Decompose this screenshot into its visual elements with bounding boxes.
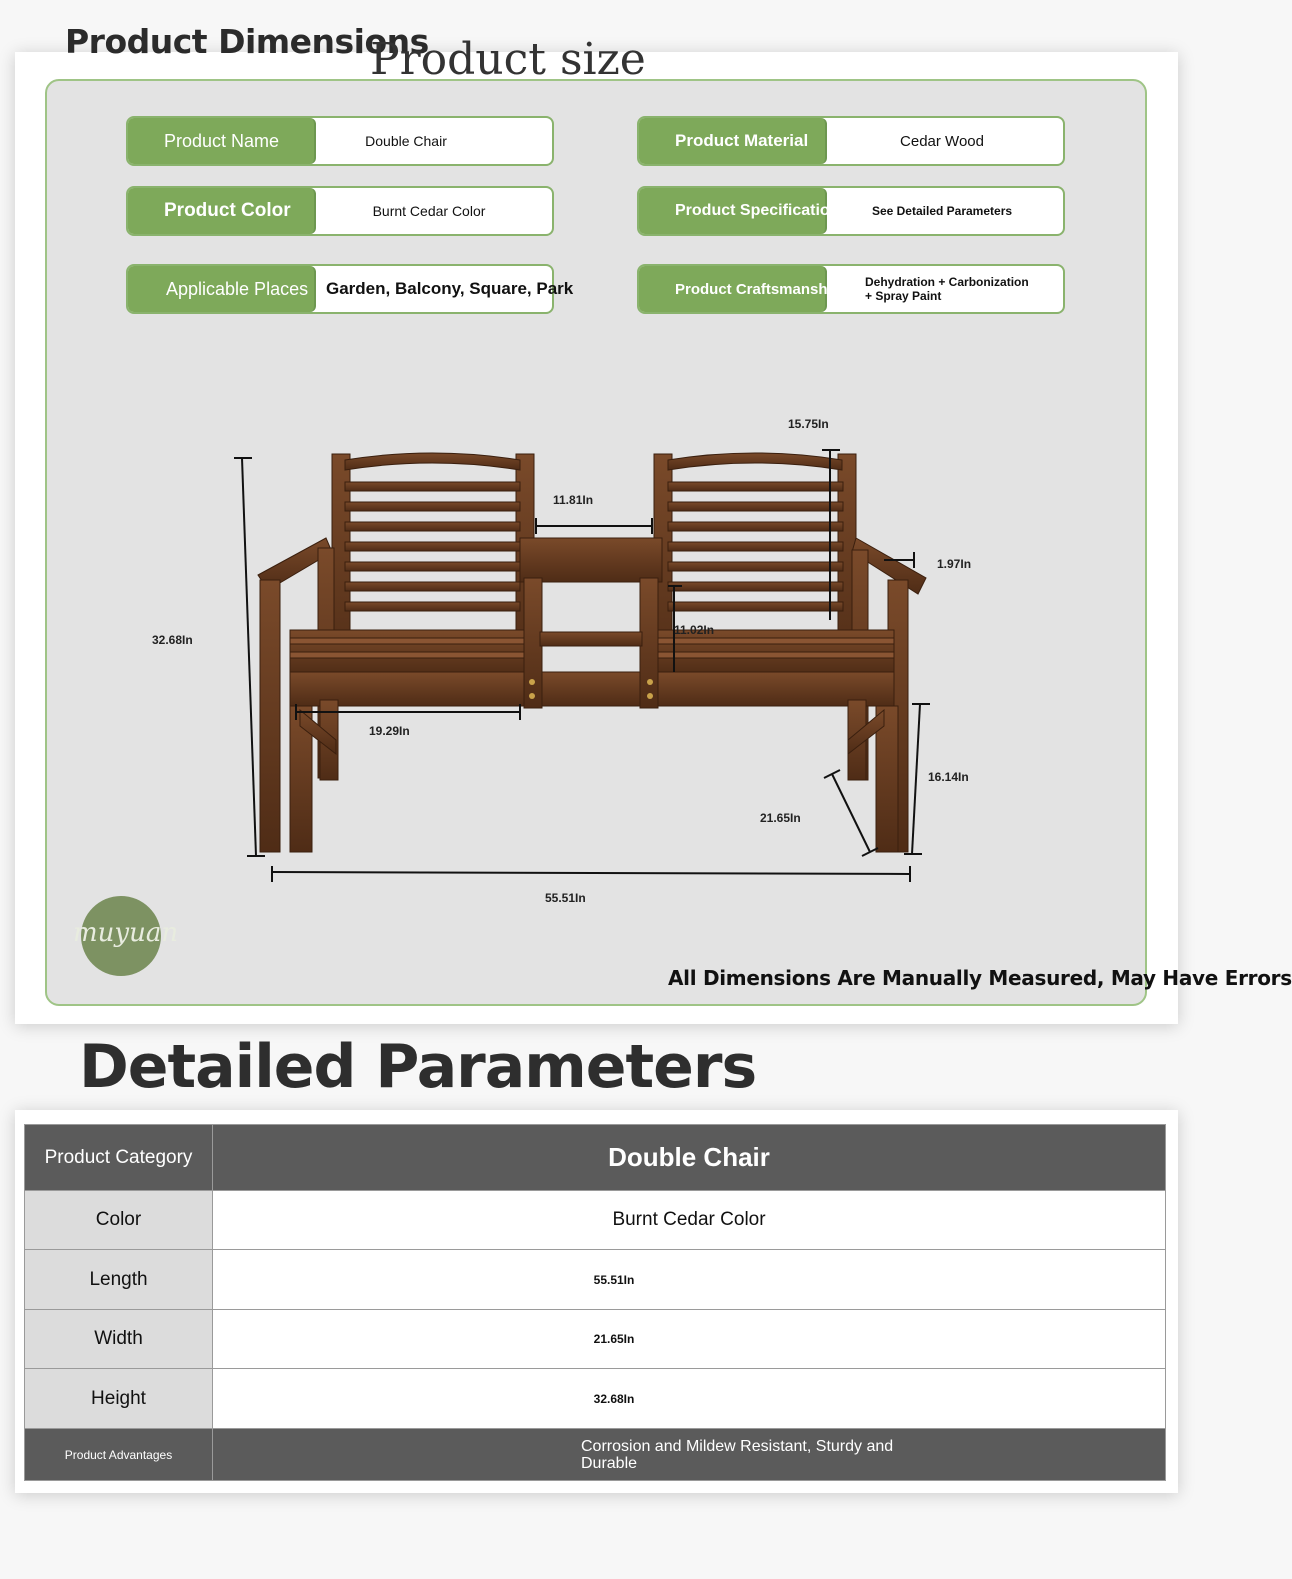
table-row <box>25 1429 1166 1481</box>
dim-table-height: 11.02In <box>674 623 715 637</box>
product-color-label: Product Color <box>128 188 316 234</box>
category-value: Double Chair <box>213 1125 1166 1191</box>
parameters-table <box>24 1124 1166 1481</box>
measurement-disclaimer: All Dimensions Are Manually Measured, May Have Errors <box>668 966 1292 990</box>
product-name-label: Product Name <box>128 118 316 164</box>
product-material-value: Cedar Wood <box>900 132 984 150</box>
param-label: Width <box>25 1310 213 1369</box>
product-name-value: Double Chair <box>365 133 447 149</box>
param-value: 21.65In <box>213 1310 1166 1369</box>
applicable-places-field <box>126 264 574 314</box>
product-craft-value: Dehydration + Carbonization + Spray Paint <box>865 275 1029 303</box>
brand-logo-text: muyuan <box>73 918 179 948</box>
param-value: 32.68In <box>213 1369 1166 1429</box>
param-value: Burnt Cedar Color <box>213 1191 1166 1250</box>
product-dimensions-heading: Product Dimensions <box>65 22 429 61</box>
product-spec-value: See Detailed Parameters <box>871 204 1013 218</box>
dim-table-width: 11.81In <box>553 493 594 507</box>
product-material-label: Product Material <box>639 118 827 164</box>
product-material-field <box>637 116 1065 166</box>
product-color-field <box>126 186 554 236</box>
param-label: Height <box>25 1369 213 1429</box>
table-row <box>25 1310 1166 1369</box>
product-spec-label: Product Specifications <box>639 188 827 234</box>
product-spec-field <box>637 186 1065 236</box>
param-label: Color <box>25 1191 213 1250</box>
dim-back-width: 15.75In <box>788 417 829 431</box>
product-size-heading: Product size <box>370 34 646 85</box>
dim-seat-height: 16.14In <box>928 770 969 784</box>
table-row <box>25 1250 1166 1310</box>
param-label: Length <box>25 1250 213 1310</box>
applicable-places-value: Garden, Balcony, Square, Park <box>326 279 574 298</box>
table-row <box>25 1191 1166 1250</box>
dim-length: 55.51In <box>545 891 586 905</box>
product-color-value: Burnt Cedar Color <box>372 203 486 219</box>
product-craft-label: Product Craftsmanship <box>639 266 827 312</box>
advantages-value: Corrosion and Mildew Resistant, Sturdy and Durable <box>213 1429 1166 1481</box>
table-row <box>25 1125 1166 1191</box>
dim-seat-width: 19.29In <box>369 724 410 738</box>
dim-total-height: 32.68In <box>152 633 193 647</box>
dim-depth: 21.65In <box>760 811 801 825</box>
table-row <box>25 1369 1166 1429</box>
product-craft-field <box>637 264 1065 314</box>
category-label: Product Category <box>25 1125 213 1191</box>
dim-arm-width: 1.97In <box>937 557 972 571</box>
applicable-places-label: Applicable Places <box>128 266 316 312</box>
product-name-field <box>126 116 554 166</box>
param-value: 55.51In <box>213 1250 1166 1310</box>
double-chair-illustration <box>140 410 960 870</box>
detailed-parameters-heading: Detailed Parameters <box>79 1032 757 1102</box>
advantages-label: Product Advantages <box>25 1429 213 1481</box>
brand-logo <box>73 896 179 976</box>
